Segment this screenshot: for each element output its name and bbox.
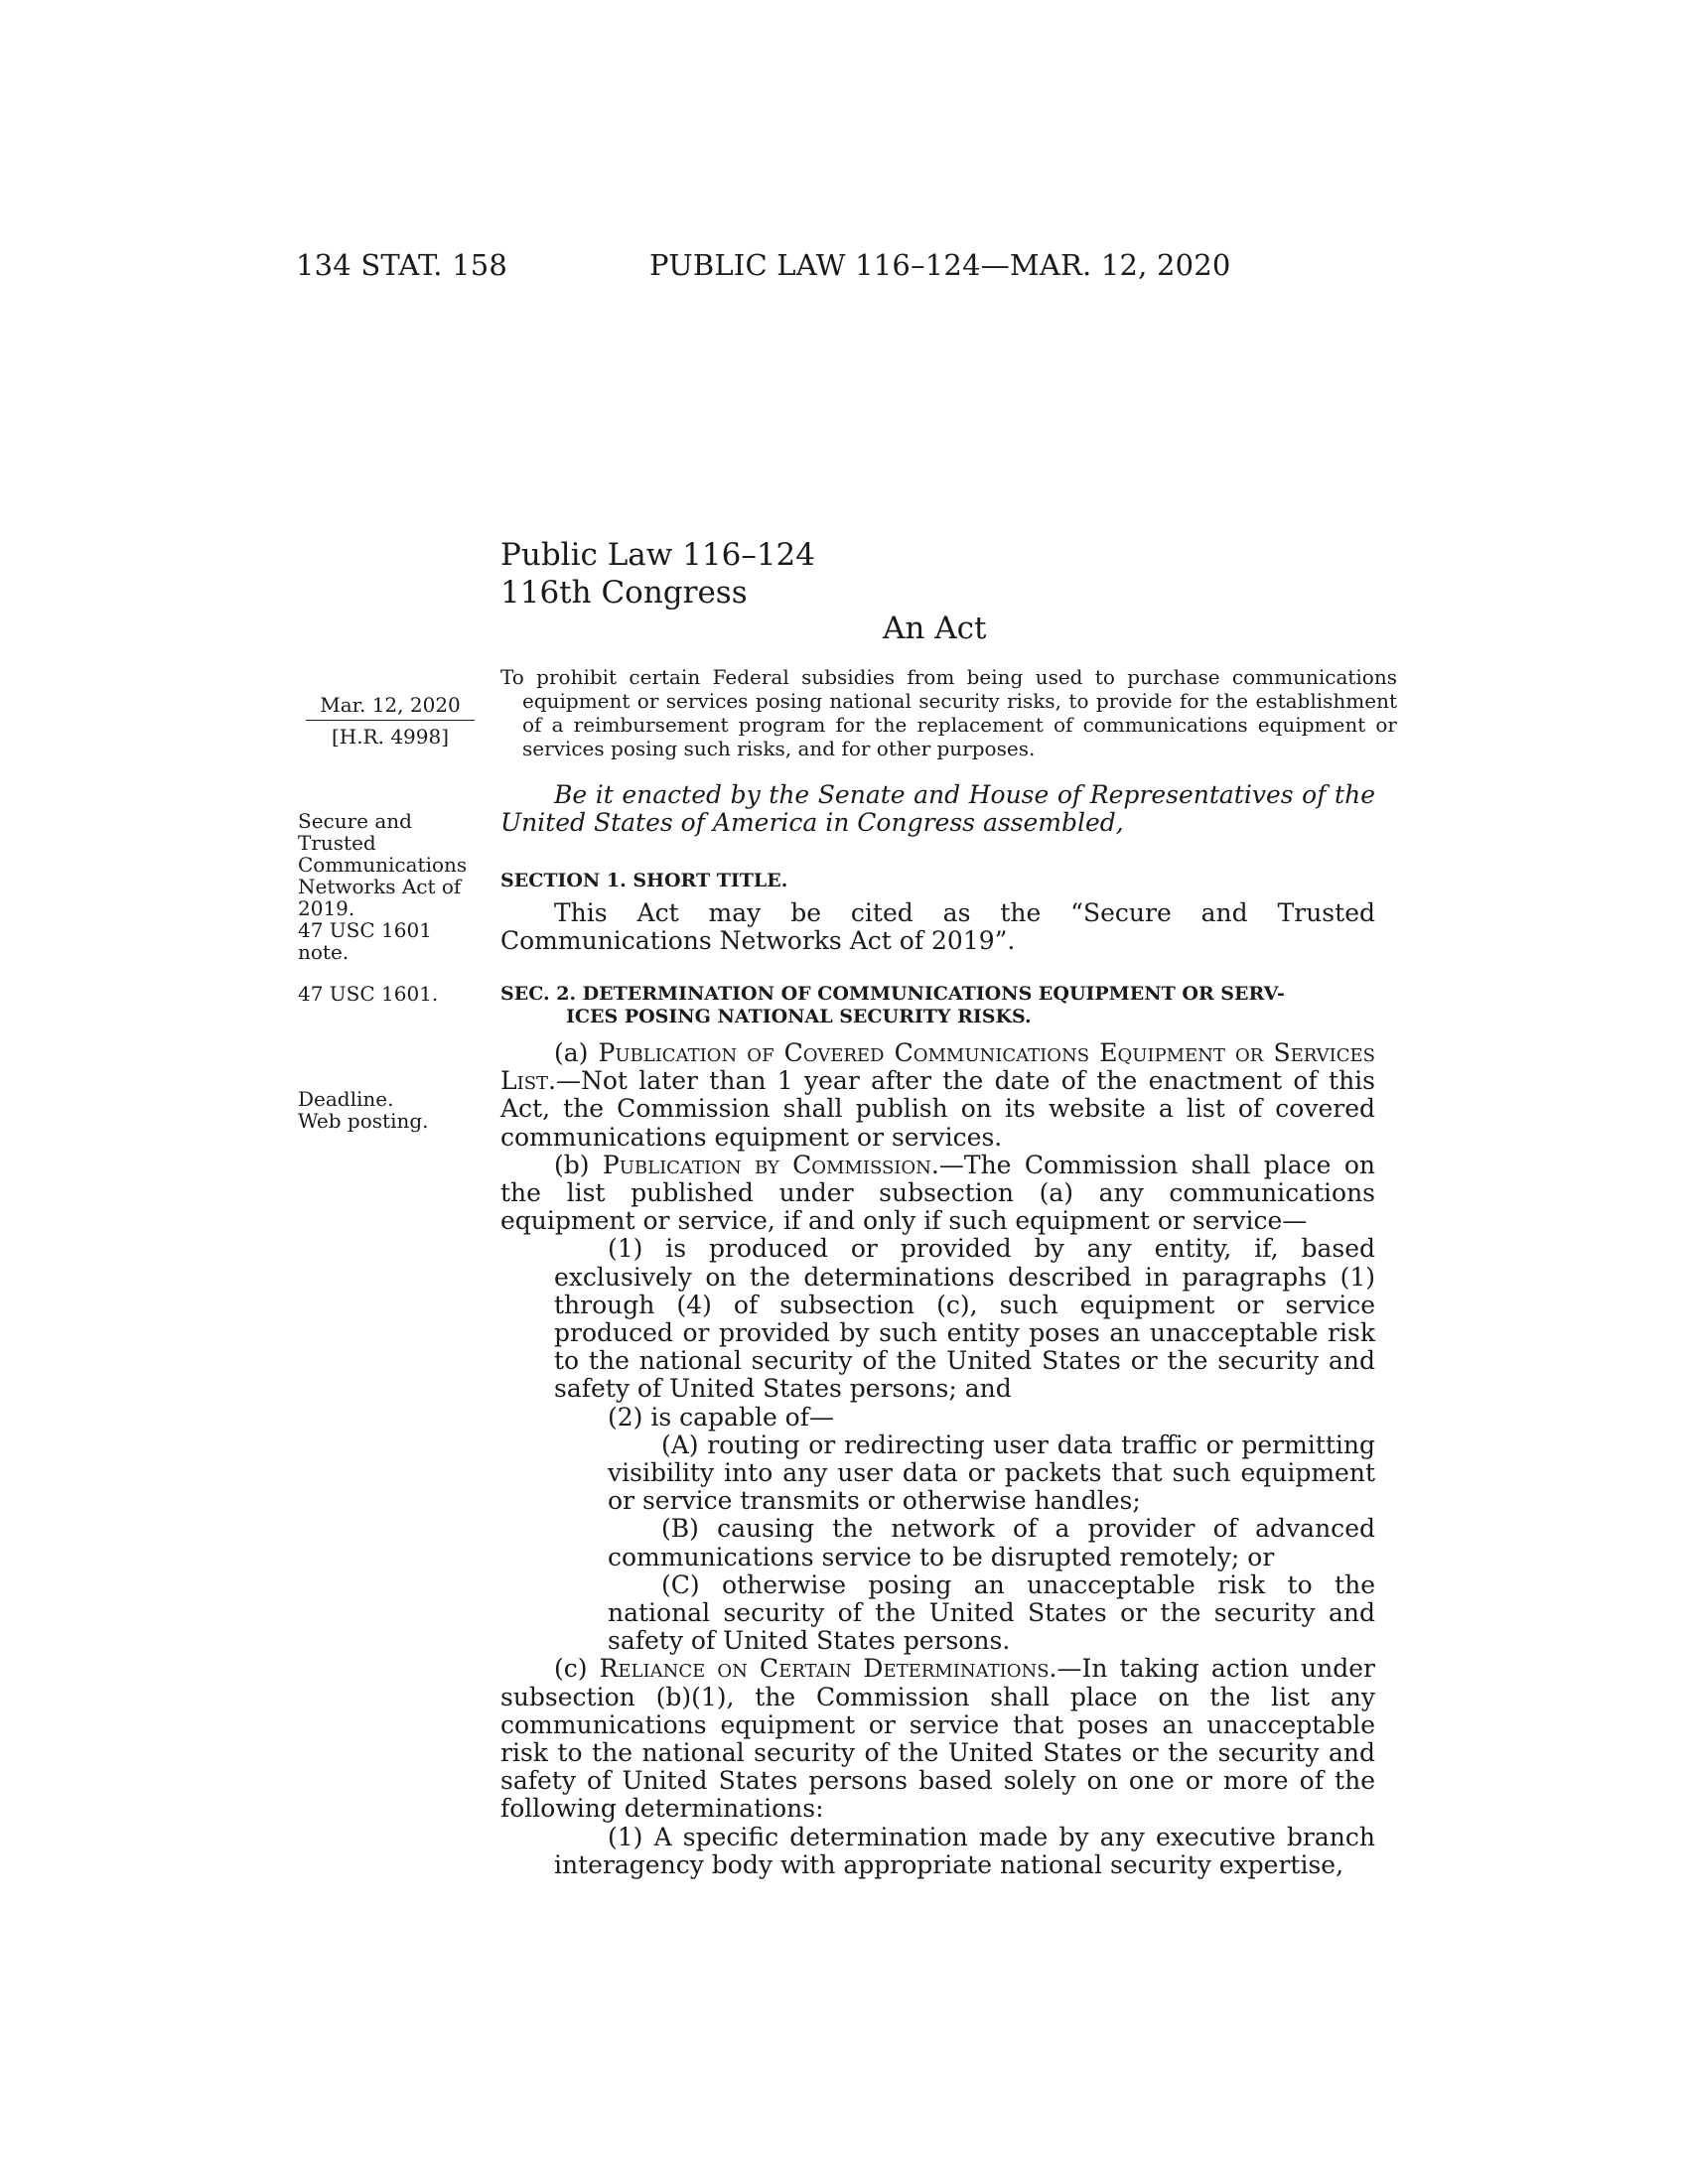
- margin-date-box: [306, 693, 475, 749]
- purpose-text: To prohibit certain Federal subsidies from being used to purchase communications equipment or services posing national security risks, to provide for the establishment of a reimbursement program for the replacement of communications equipment or services posing such risks, and for other purposes.: [500, 665, 1397, 760]
- margin-note-deadline: Deadline. Web posting.: [298, 1087, 429, 1133]
- margin-note-short-title: Secure and Trusted Communications Networks Act of 2019. 47 USC 1601 note.: [298, 809, 468, 964]
- subsection-a-heading: Publication of Covered Communications Equipment or Services List.: [500, 1038, 1375, 1096]
- margin-date: Mar. 12, 2020: [306, 693, 475, 721]
- subsection-b-heading: Publication by Commission.: [602, 1150, 939, 1179]
- subparagraph-b2C: (C) otherwise posing an unacceptable risk to the national security of the United States or the security and safety of United States persons.: [608, 1570, 1375, 1656]
- paragraph-b2: (2) is capable of—: [608, 1402, 834, 1432]
- running-head: PUBLIC LAW 116–124—MAR. 12, 2020: [649, 248, 1231, 282]
- enacting-clause: Be it enacted by the Senate and House of Representatives of the United States of America in Congress assembled,: [500, 780, 1375, 838]
- subsection-b: (b) Publication by Commission.—The Commission shall place on the list published under subsection (a) any communications equipment or service, if and only if such equipment or service—: [500, 1150, 1376, 1236]
- subsection-c: (c) Reliance on Certain Determinations.—In taking action under subsection (b)(1), the Commission shall place on the list any communications equipment or service that poses an unacceptable risk to the national security of the United States or the security and safety of United States persons based solely on one or more of the following determinations:: [500, 1654, 1375, 1824]
- section-1-text: This Act may be cited as the “Secure and Trusted Communications Networks Act of 2019”.: [500, 898, 1375, 956]
- subsection-c-heading: Reliance on Certain Determinations.: [599, 1654, 1057, 1684]
- section-1-heading: SECTION 1. SHORT TITLE.: [500, 870, 788, 891]
- margin-bill-number: [H.R. 4998]: [331, 725, 450, 749]
- section-2-body: [500, 1039, 1375, 1879]
- law-number: Public Law 116–124: [500, 537, 816, 573]
- an-act-heading: An Act: [883, 611, 987, 646]
- congress: 116th Congress: [500, 575, 748, 611]
- paragraph-c1: (1) A specific determination made by any executive branch interagency body with appropriate national security expertise,: [554, 1822, 1375, 1879]
- subsection-a: (a) Publication of Covered Communications Equipment or Services List.—Not later than 1 year after the date of the enactment of this Act, the Commission shall publish on its website a list of covered communications equipment or services.: [500, 1038, 1375, 1152]
- subparagraph-b2A: (A) routing or redirecting user data traffic or permitting visibility into any user data or packets that such equipment or service transmits or otherwise handles;: [608, 1430, 1375, 1516]
- statute-page-number: 134 STAT. 158: [296, 248, 508, 282]
- law-title-block: [500, 536, 815, 612]
- subparagraph-b2B: (B) causing the network of a provider of advanced communications service to be disrupted remotely; or: [608, 1514, 1375, 1571]
- paragraph-b1: (1) is produced or provided by any entity, if, based exclusively on the determinations described in paragraphs (1) through (4) of subsection (c), such equipment or service produced or provided by such entity poses an unacceptable risk to the national security of the United States or the security and safety of United States persons; and: [554, 1234, 1375, 1404]
- section-2-heading: SEC. 2. DETERMINATION OF COMMUNICATIONS EQUIPMENT OR SERV- ICES POSING NATIONAL SECURITY RISKS.: [500, 983, 1285, 1027]
- margin-note-usc: 47 USC 1601.: [298, 982, 439, 1006]
